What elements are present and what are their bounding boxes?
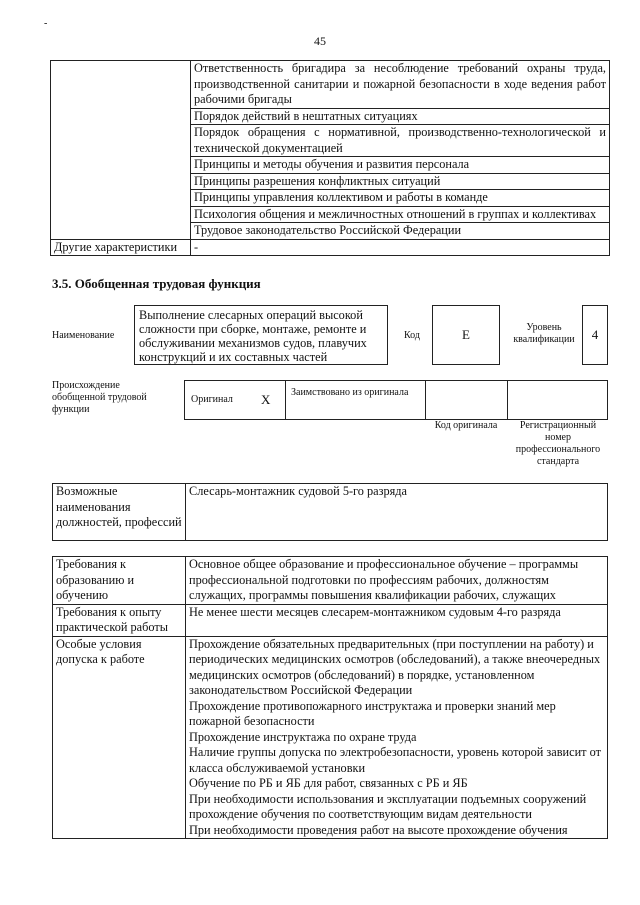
knowledge-item: Порядок обращения с нормативной, производственно-технологической и технической документацией [191, 125, 610, 157]
divider [285, 381, 286, 419]
reg-number-label: Регистрационный номер профессионального стандарта [515, 420, 601, 467]
special-condition-item: Прохождение противопожарного инструктажа и проверки знаний мер пожарной безопасности [189, 698, 556, 728]
knowledge-item: Принципы и методы обучения и развития персонала [191, 157, 610, 174]
section-heading: 3.5. Обобщенная трудовая функция [52, 276, 261, 291]
empty-label-cell [51, 61, 191, 240]
positions-table [52, 483, 608, 541]
education-label: Требования к образованию и обучению [53, 557, 186, 605]
table-row [53, 557, 608, 605]
experience-value: Не менее шести месяцев слесарем-монтажником судовым 4-го разряда [186, 604, 608, 636]
table-row [53, 484, 608, 541]
special-condition-item: Прохождение обязательных предварительных (при поступлении на работу) и периодических медицинских осмотров (обследований), а также внеочередных медицинских осмотров (обследований) в порядке, установленном законодательством Российской Федерации [189, 636, 601, 697]
special-condition-item: Прохождение инструктажа по охране труда [189, 729, 417, 744]
level-value: 4 [582, 305, 608, 365]
divider [425, 381, 426, 419]
code-label: Код [404, 330, 420, 341]
code-value: E [432, 305, 500, 365]
knowledge-item: Порядок действий в нештатных ситуациях [191, 108, 610, 125]
requirements-table [52, 556, 608, 839]
page-number: 45 [314, 34, 326, 48]
function-name-box: Выполнение слесарных операций высокой сложности при сборке, монтаже, ремонте и обслуживании механизмов судов, плавучих конструкций и их составных частей [134, 305, 388, 365]
special-conditions-label: Особые условия допуска к работе [53, 636, 186, 839]
knowledge-item: Психология общения и межличностных отношений в группах и коллективах [191, 206, 610, 223]
knowledge-item: Принципы управления коллективом и работы в команде [191, 190, 610, 207]
knowledge-item: Трудовое законодательство Российской Федерации [191, 223, 610, 240]
knowledge-item: Ответственность бригадира за несоблюдение требований охраны труда, производственной санитарии и пожарной безопасности в ходе ведения работ рабочими бригады [191, 61, 610, 109]
name-label: Наименование [52, 330, 115, 341]
education-value: Основное общее образование и профессиональное обучение – программы профессиональной подготовки по профессиям рабочих, должностям служащих, программы повышения квалификации рабочих, служащих [186, 557, 608, 605]
code-original-label: Код оригинала [434, 420, 498, 431]
table-row [51, 61, 610, 109]
table-row [53, 604, 608, 636]
special-condition-item: Обучение по РБ и ЯБ для работ, связанных с РБ и ЯБ [189, 776, 468, 790]
table-row [51, 239, 610, 256]
original-label: Оригинал [191, 394, 233, 405]
original-mark: X [261, 392, 271, 407]
other-characteristics-value: - [191, 239, 610, 256]
positions-value: Слесарь-монтажник судовой 5-го разряда [186, 484, 608, 541]
special-condition-item: При необходимости использования и эксплуатации подъемных сооружений прохождение обучения по соответствующим видам деятельности [189, 791, 587, 821]
knowledge-table [50, 60, 610, 256]
table-row [53, 636, 608, 839]
borrowed-label: Заимствовано из оригинала [291, 387, 409, 398]
origin-label: Происхождение обобщенной трудовой функции [52, 380, 147, 415]
special-conditions-value [186, 636, 608, 839]
positions-label: Возможные наименования должностей, профессий [53, 484, 186, 541]
special-condition-item: Наличие группы допуска по электробезопасности, уровень которой зависит от класса обслуживаемой установки [189, 745, 601, 775]
level-label: Уровень квалификации [513, 322, 575, 345]
corner-mark: - [44, 18, 48, 29]
experience-label: Требования к опыту практической работы [53, 604, 186, 636]
divider [507, 381, 508, 419]
special-condition-item: При необходимости проведения работ на высоте прохождение обучения [189, 822, 568, 837]
knowledge-item: Принципы разрешения конфликтных ситуаций [191, 173, 610, 190]
other-characteristics-label: Другие характеристики [51, 239, 191, 256]
origin-box [184, 380, 608, 420]
